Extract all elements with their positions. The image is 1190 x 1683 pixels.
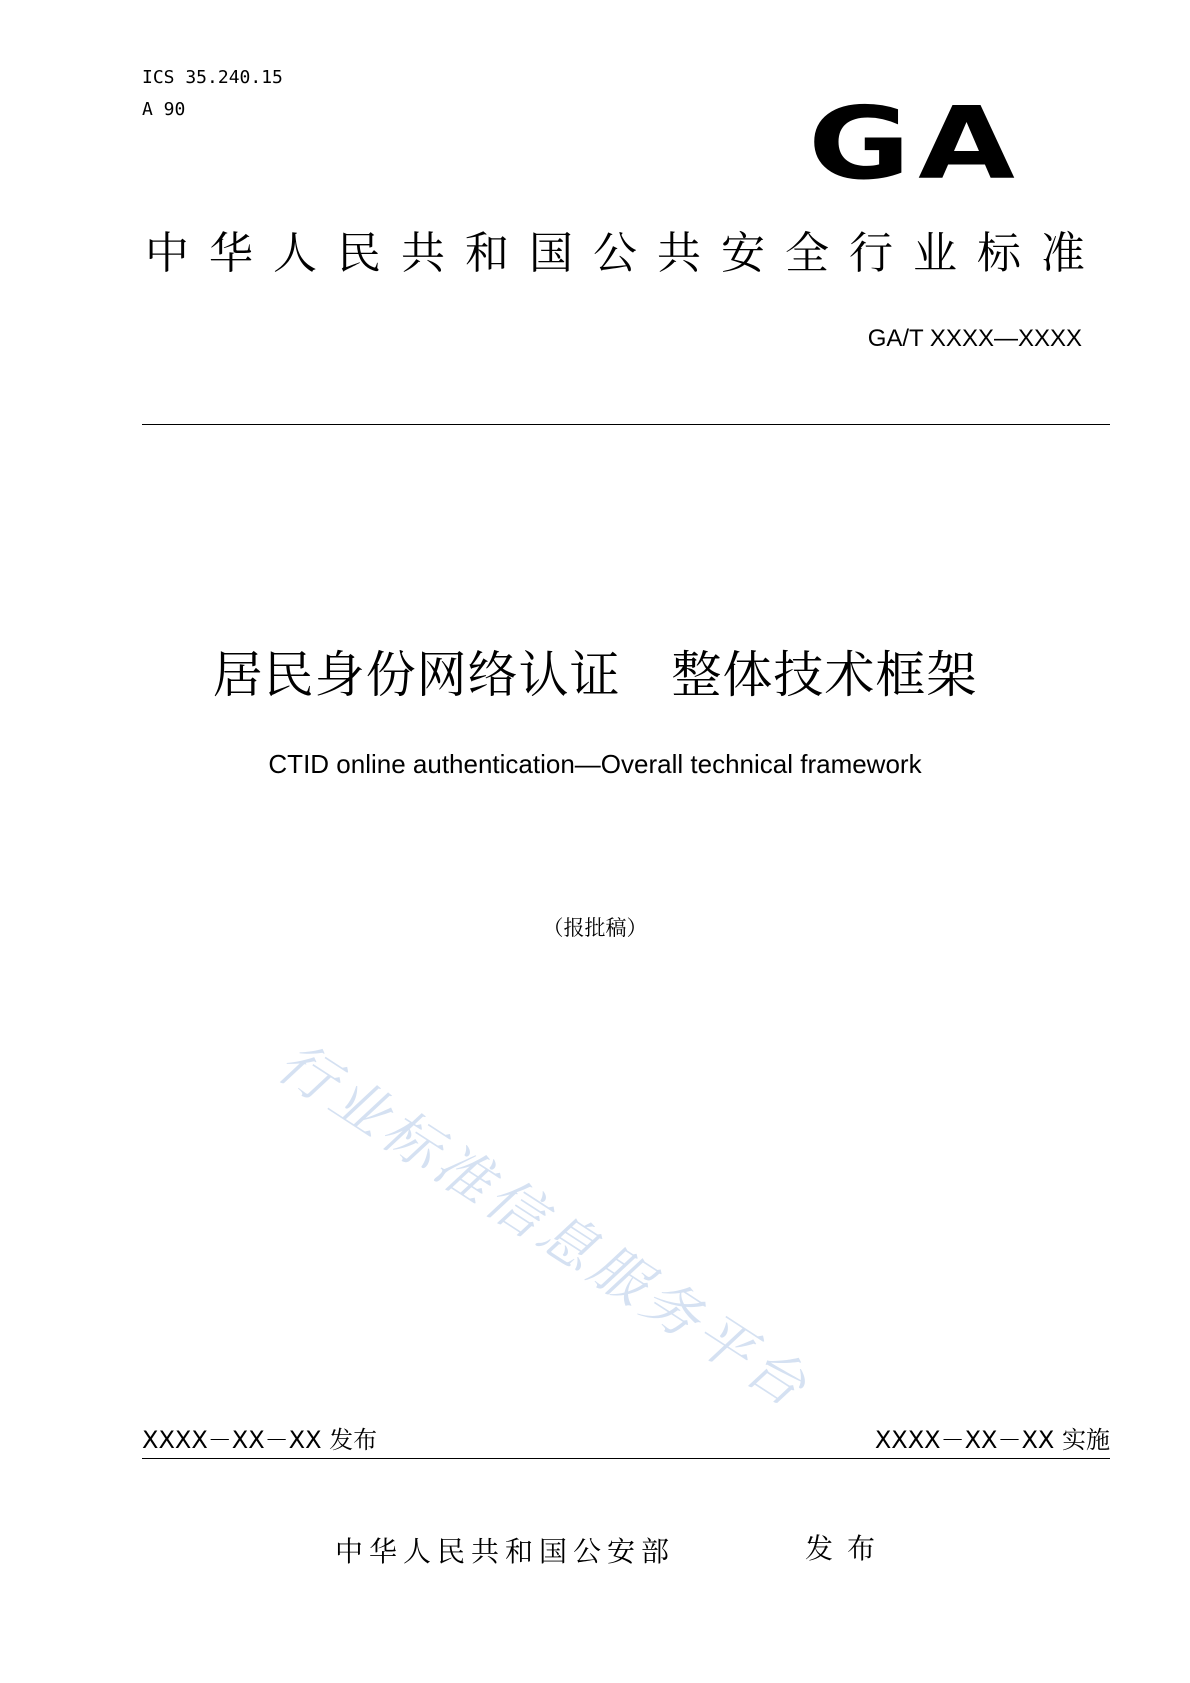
classification-codes — [142, 62, 283, 126]
watermark-text: 行业标准信息服务平台 — [266, 1030, 822, 1423]
document-title-cn: 居民身份网络认证 整体技术框架 — [212, 646, 978, 704]
implement-date: XXXX－XX－XX 实施 — [874, 1426, 1110, 1454]
draft-status: （报批稿） — [542, 916, 648, 940]
issuing-authority: 中华人民共和国公安部 — [335, 1535, 676, 1568]
ics-code: ICS 35.240.15 — [142, 67, 283, 88]
publish-date: XXXX－XX－XX 发布 — [142, 1426, 378, 1454]
ccs-code: A 90 — [142, 99, 186, 120]
ga-logo: GA — [808, 85, 1023, 202]
standard-code: GA/T XXXX—XXXX — [867, 325, 1082, 352]
bottom-divider — [142, 1458, 1110, 1459]
issue-label: 发布 — [805, 1532, 890, 1565]
standard-category-title: 中华人民共和国公共安全行业标准 — [145, 228, 1105, 279]
document-title-en: CTID online authentication—Overall technical framework — [268, 749, 922, 779]
top-divider — [142, 424, 1110, 425]
